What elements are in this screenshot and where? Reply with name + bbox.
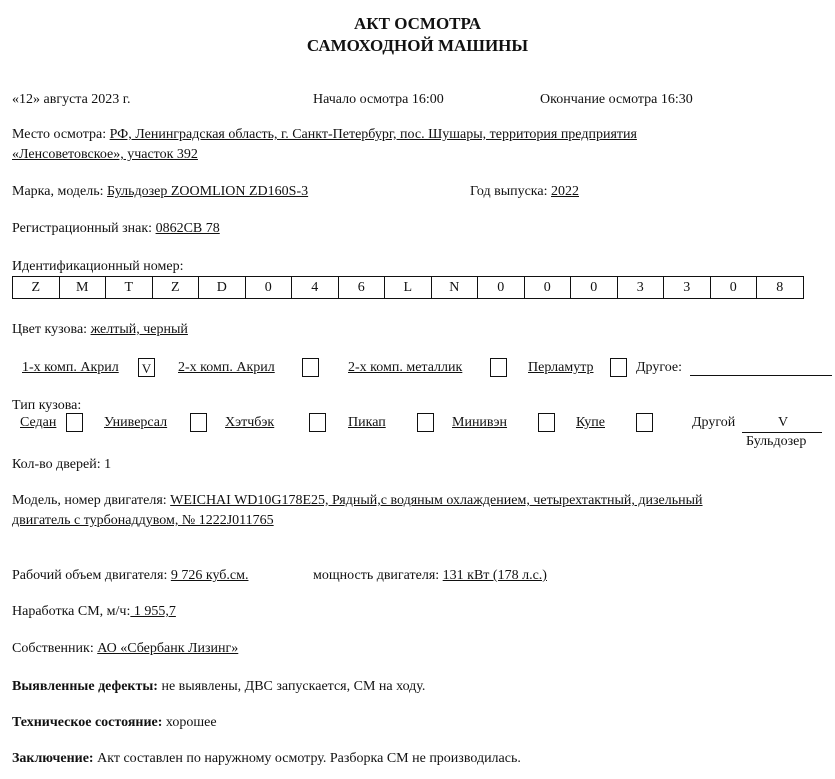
color-value: желтый, черный — [90, 322, 188, 337]
owner-row — [12, 641, 238, 657]
condition-value: хорошее — [162, 715, 217, 730]
body-other-line — [742, 432, 822, 433]
body-hatchback-label: Хэтчбэк — [225, 415, 275, 430]
paint-option-2-label: 2-х комп. Акрил — [178, 360, 275, 375]
conclusion-row — [12, 751, 521, 767]
place-label: Место осмотра: — [12, 127, 110, 142]
defects-row — [12, 679, 425, 695]
paint-option-1-checkbox[interactable]: V — [138, 358, 155, 377]
inspection-date: «12» августа 2023 г. — [12, 92, 131, 107]
place-value-1: РФ, Ленинградская область, г. Санкт-Петербург, пос. Шушары, территория предприятия — [109, 127, 637, 142]
volume-row — [12, 568, 248, 584]
vin-char: L — [385, 277, 432, 299]
volume-label: Рабочий объем двигателя: — [12, 568, 171, 583]
vin-char: D — [199, 277, 246, 299]
vin-char: T — [106, 277, 153, 299]
vin-char: 3 — [664, 277, 711, 299]
vin-char: 0 — [245, 277, 292, 299]
body-pickup-label: Пикап — [348, 415, 386, 430]
body-sedan-label: Седан — [20, 415, 57, 430]
paint-other-line — [690, 375, 832, 376]
hours-label: Наработка СМ, м/ч: — [12, 604, 131, 619]
body-coupe-checkbox[interactable] — [636, 413, 653, 432]
conclusion-value: Акт составлен по наружному осмотру. Разборка СМ не производилась. — [93, 751, 521, 766]
hours-row — [12, 604, 176, 620]
owner-value: АО «Сбербанк Лизинг» — [97, 641, 239, 656]
registration-label: Регистрационный знак: — [12, 221, 156, 236]
document-title-line-2: САМОХОДНОЙ МАШИНЫ — [306, 36, 529, 55]
vin-char: 8 — [757, 277, 804, 299]
vin-char: 0 — [524, 277, 571, 299]
engine-label: Модель, номер двигателя: — [12, 493, 171, 508]
owner-label: Собственник: — [12, 641, 98, 656]
body-other-label: Другой — [692, 415, 736, 430]
color-label: Цвет кузова: — [12, 322, 91, 337]
vin-char: 0 — [478, 277, 525, 299]
power-label: мощность двигателя: — [313, 568, 443, 583]
inspection-start-time: Начало осмотра 16:00 — [313, 92, 444, 107]
volume-value: 9 726 куб.см. — [170, 568, 249, 583]
paint-option-1-label: 1-х комп. Акрил — [22, 360, 119, 375]
year-value: 2022 — [551, 184, 579, 199]
paint-option-5-label: Другое: — [636, 360, 683, 375]
power-row — [313, 568, 547, 584]
place-value-2: «Ленсоветовское», участок 392 — [12, 147, 198, 162]
vin-char: 6 — [338, 277, 385, 299]
vin-table — [12, 276, 804, 299]
body-coupe-label: Купе — [576, 415, 605, 430]
doors-count: Кол-во дверей: 1 — [12, 457, 112, 472]
vin-char: 0 — [710, 277, 757, 299]
condition-row — [12, 715, 217, 731]
body-other-mark: V — [778, 415, 789, 430]
vin-char: M — [59, 277, 106, 299]
body-hatchback-checkbox[interactable] — [309, 413, 326, 432]
power-value: 131 кВт (178 л.с.) — [442, 568, 547, 583]
body-other-value: Бульдозер — [746, 434, 807, 449]
year-row — [470, 184, 579, 200]
year-label: Год выпуска: — [470, 184, 551, 199]
registration-value: 0862СВ 78 — [155, 221, 220, 236]
vin-char: Z — [13, 277, 60, 299]
inspection-end-time: Окончание осмотра 16:30 — [540, 92, 693, 107]
model-value: Бульдозер ZOOMLION ZD160S-3 — [107, 184, 309, 199]
vin-char: 0 — [571, 277, 618, 299]
body-pickup-checkbox[interactable] — [417, 413, 434, 432]
vin-char: 4 — [292, 277, 339, 299]
paint-option-4-checkbox[interactable] — [610, 358, 627, 377]
color-row — [12, 322, 188, 338]
condition-label: Техническое состояние: — [12, 715, 163, 730]
vin-char: N — [431, 277, 478, 299]
conclusion-label: Заключение: — [12, 751, 94, 766]
defects-label: Выявленные дефекты: — [12, 679, 158, 694]
paint-option-2-checkbox[interactable] — [302, 358, 319, 377]
engine-line-1 — [12, 493, 703, 509]
registration-row — [12, 221, 220, 237]
model-row — [12, 184, 308, 200]
place-line-1 — [12, 127, 637, 143]
vin-char: 3 — [617, 277, 664, 299]
engine-value-2: двигатель с турбонаддувом, № 1222J011765 — [12, 513, 274, 528]
vin-label: Идентификационный номер: — [12, 259, 184, 274]
paint-option-3-label: 2-х комп. металлик — [348, 360, 463, 375]
hours-value: 1 955,7 — [130, 604, 176, 619]
model-label: Марка, модель: — [12, 184, 108, 199]
defects-value: не выявлены, ДВС запускается, СМ на ходу. — [157, 679, 426, 694]
body-minivan-label: Минивэн — [452, 415, 508, 430]
vin-char: Z — [152, 277, 199, 299]
paint-option-3-checkbox[interactable] — [490, 358, 507, 377]
engine-value-1: WEICHAI WD10G178E25, Рядный,с водяным охлаждением, четырехтактный, дизельный — [170, 493, 703, 508]
body-universal-checkbox[interactable] — [190, 413, 207, 432]
paint-option-4-label: Перламутр — [528, 360, 594, 375]
body-sedan-checkbox[interactable] — [66, 413, 83, 432]
body-minivan-checkbox[interactable] — [538, 413, 555, 432]
body-universal-label: Универсал — [104, 415, 168, 430]
body-type-label: Тип кузова: — [12, 398, 82, 413]
document-title-line-1: АКТ ОСМОТРА — [354, 14, 481, 33]
